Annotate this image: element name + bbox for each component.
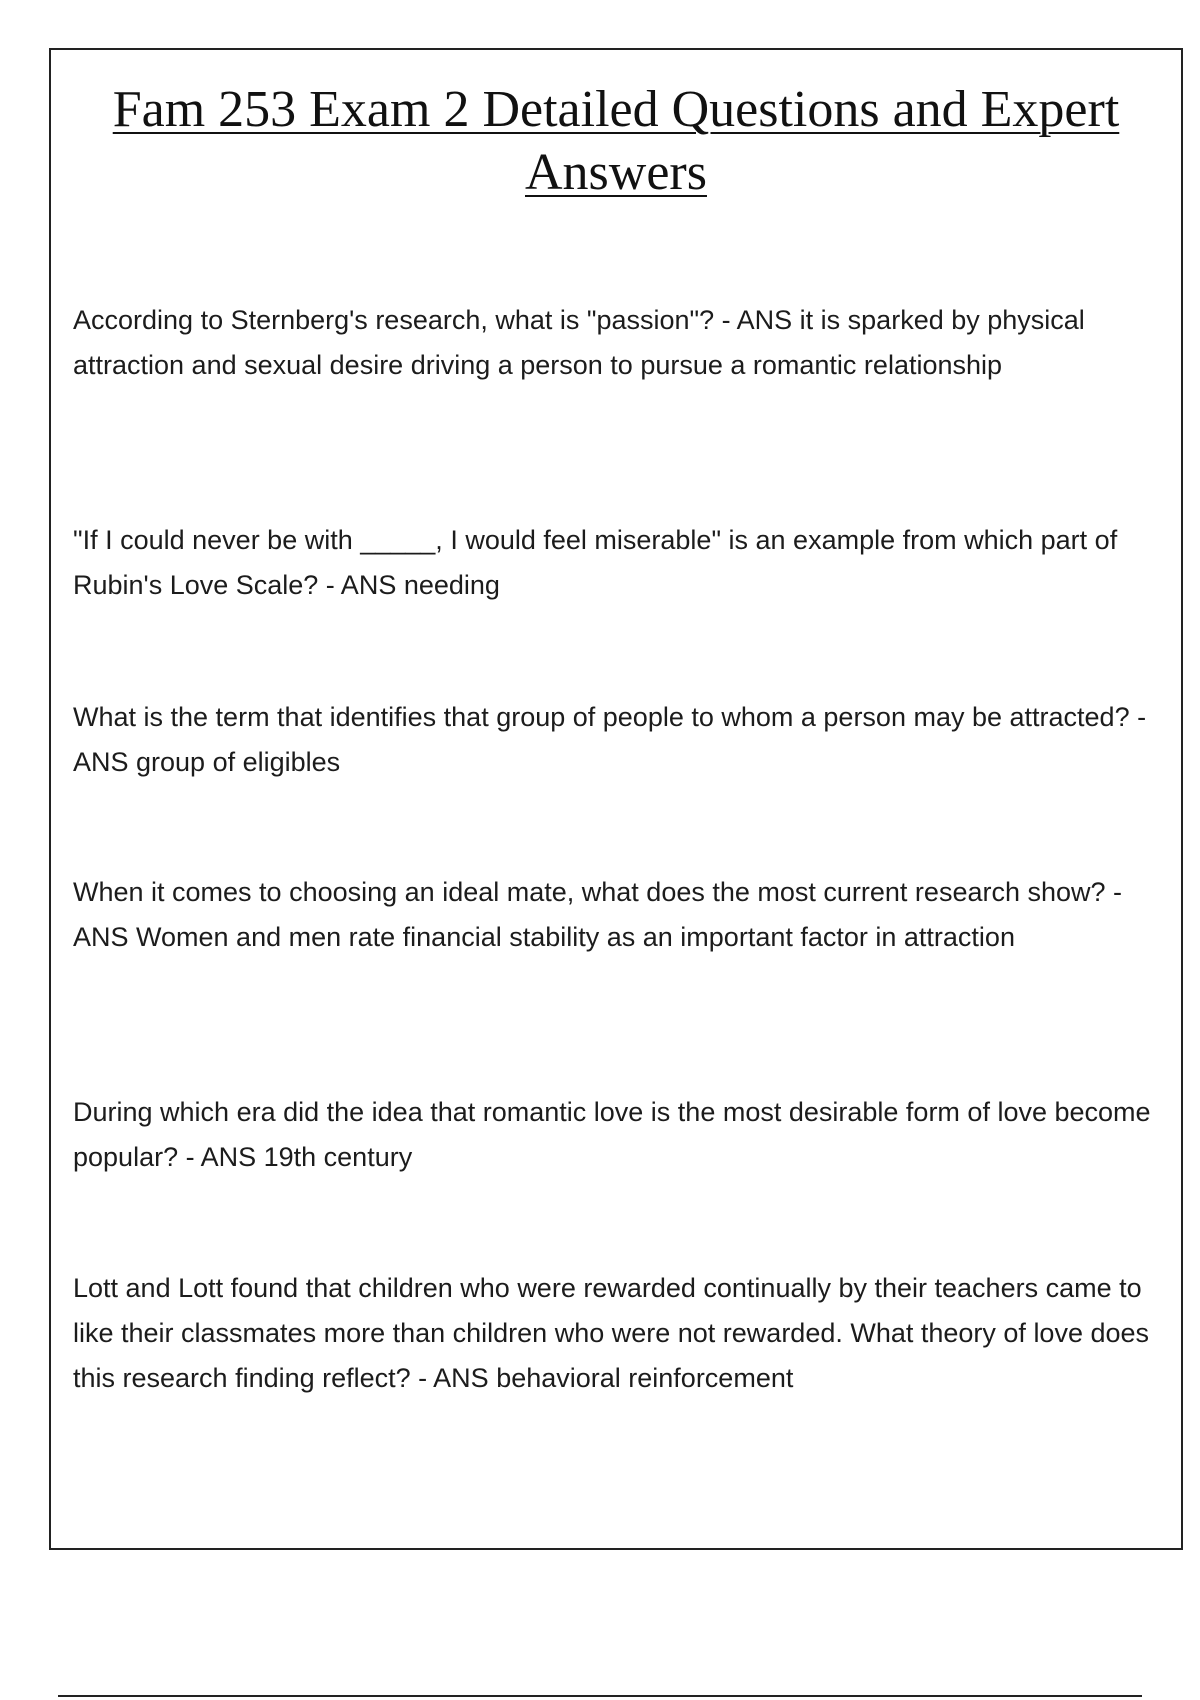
qa-entry-5: During which era did the idea that romantic love is the most desirable form of love become popular? - ANS 19th century (73, 1097, 1151, 1172)
qa-entry-3: What is the term that identifies that group of people to whom a person may be attracted? - ANS group of eligibles (73, 702, 1147, 777)
footer-divider (58, 1695, 1142, 1697)
qa-entry-2: "If I could never be with _____, I would feel miserable" is an example from which part of Rubin's Love Scale? - ANS needing (73, 525, 1118, 600)
qa-entry-1: According to Sternberg's research, what is "passion"? - ANS it is sparked by physical attraction and sexual desire driving a person to pursue a romantic relationship (73, 305, 1085, 380)
document-page-frame (49, 48, 1183, 1550)
document-title: Fam 253 Exam 2 Detailed Questions and Expert Answers (112, 81, 1120, 201)
qa-entry-6: Lott and Lott found that children who were rewarded continually by their teachers came to like their classmates more than children who were not rewarded. What theory of love does this research finding reflect? - ANS behavioral reinforcement (73, 1273, 1150, 1393)
qa-entry-4: When it comes to choosing an ideal mate, what does the most current research show? - ANS Women and men rate financial stability as an important factor in attraction (73, 877, 1123, 952)
